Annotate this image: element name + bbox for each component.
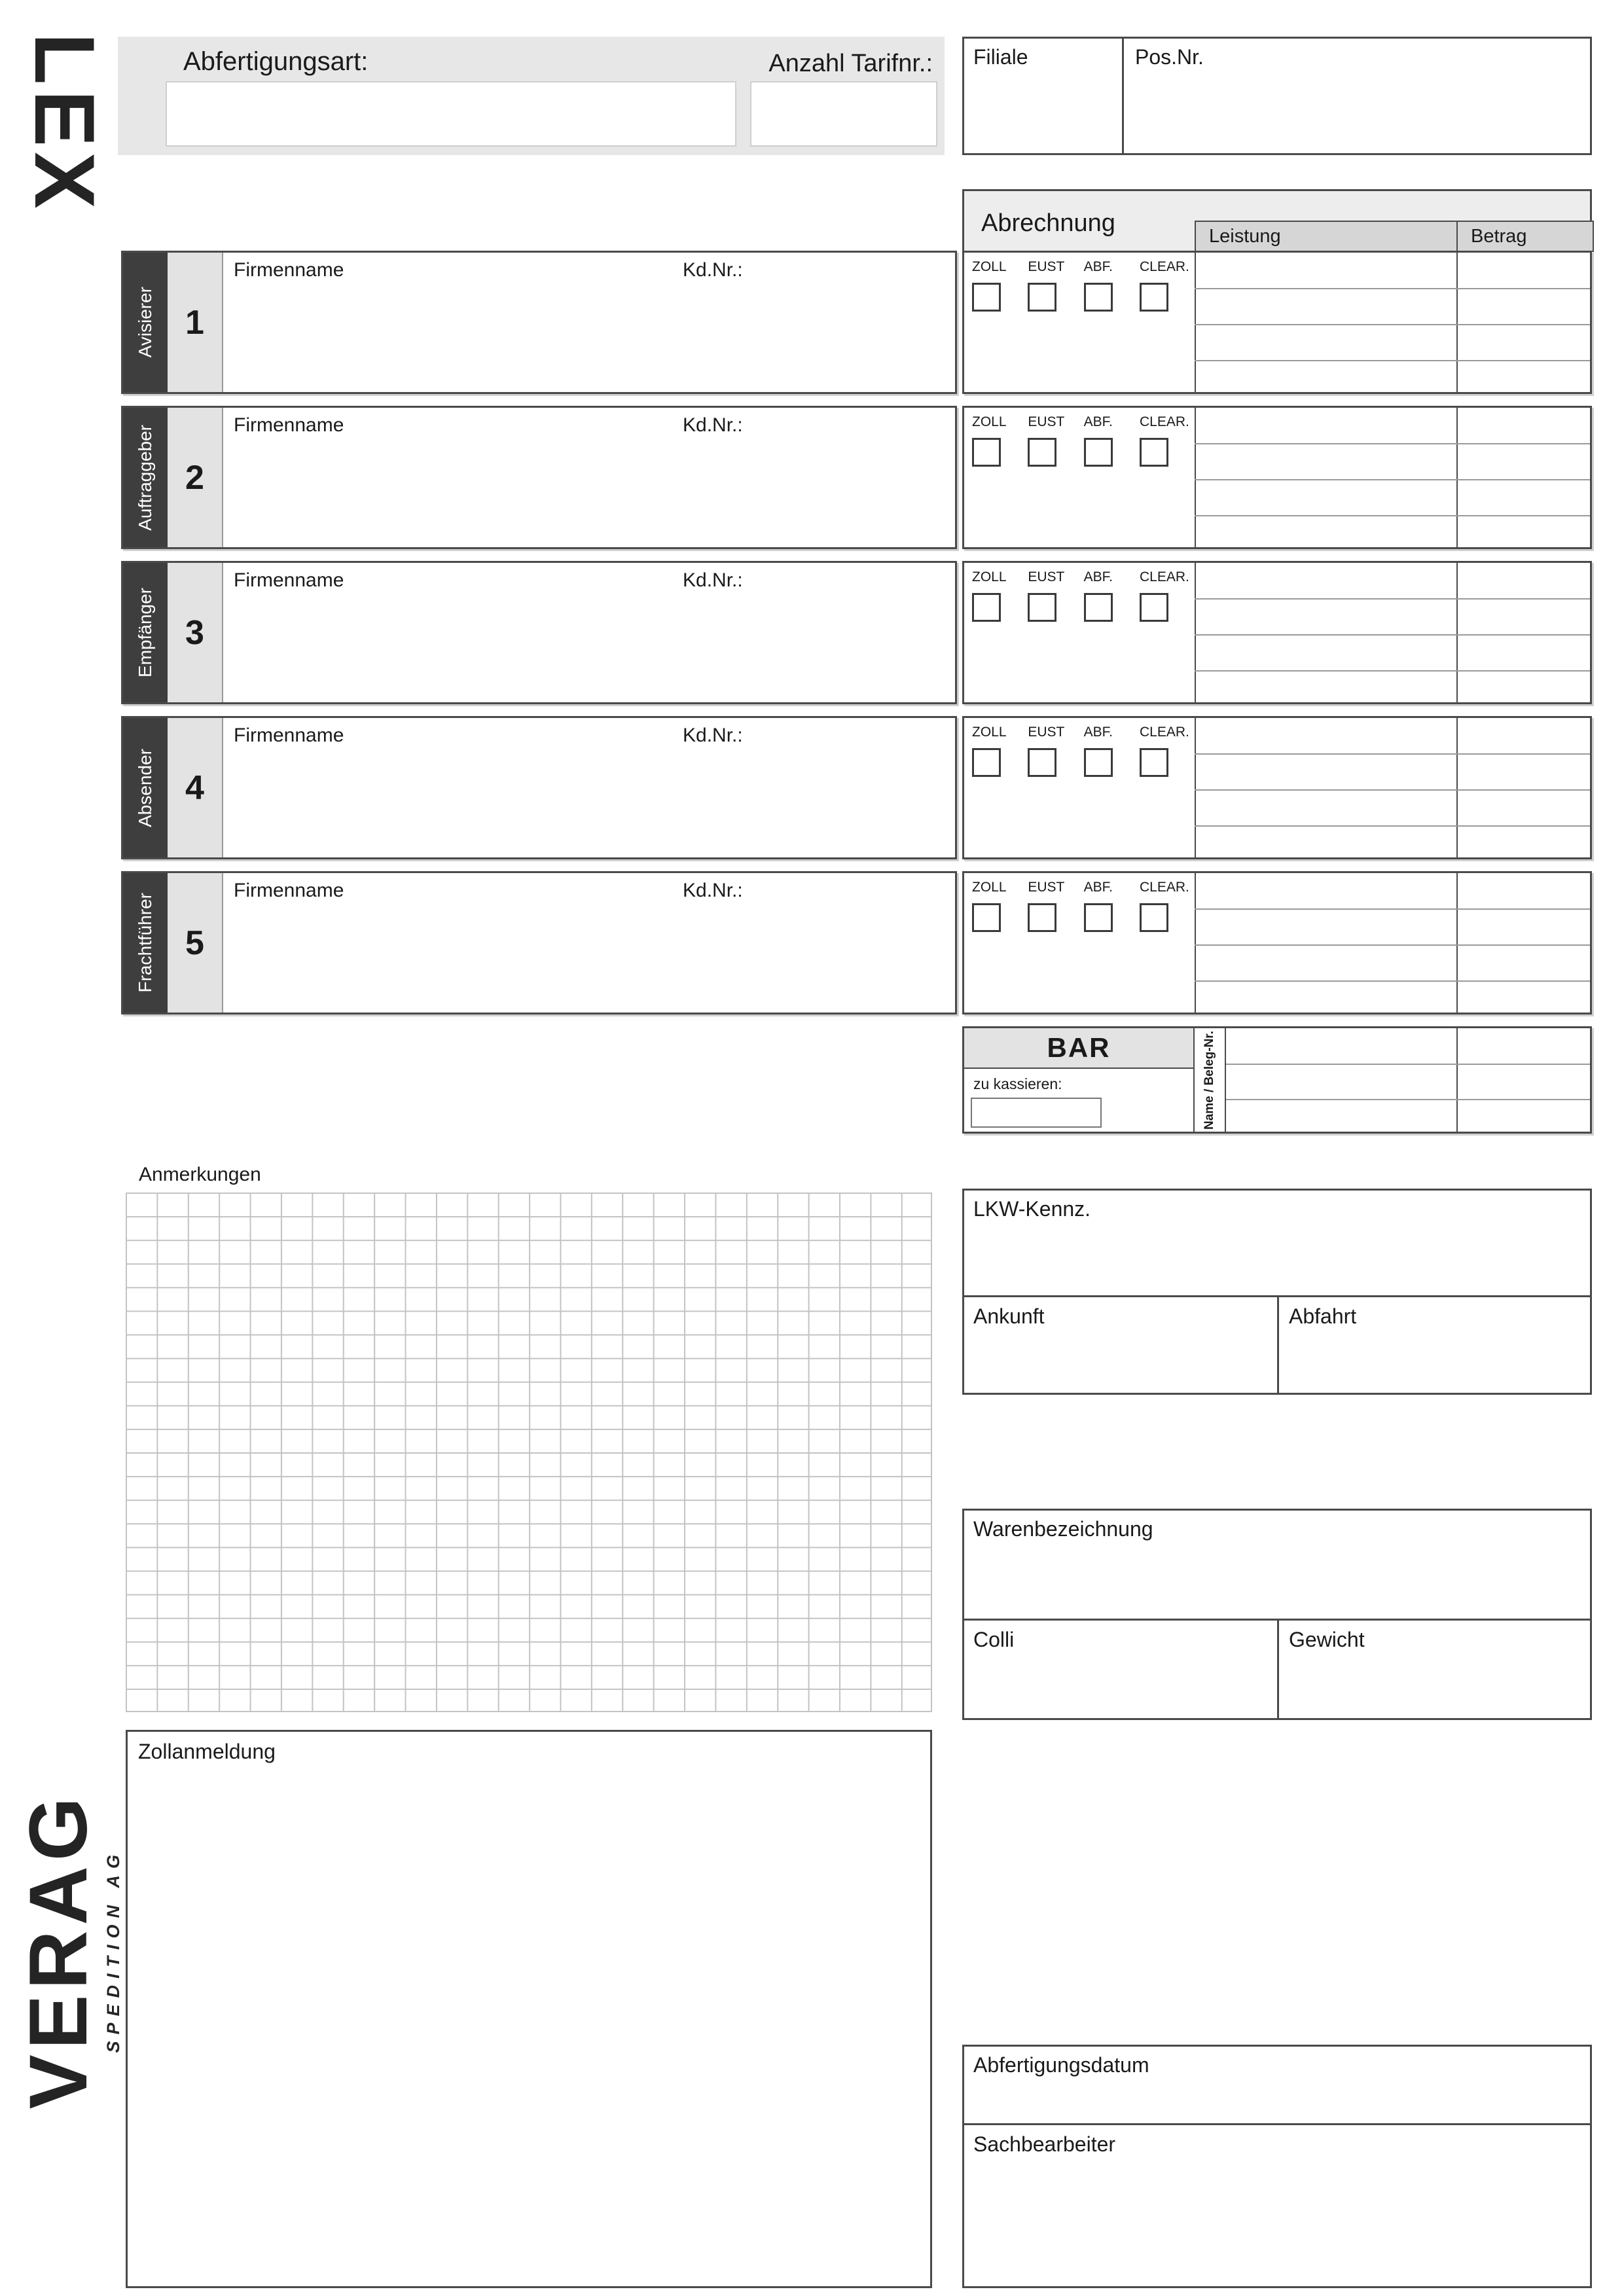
- betrag-column-header: Betrag: [1456, 221, 1594, 252]
- firmenname-label: Firmenname: [234, 880, 344, 901]
- row-divider: [1195, 288, 1590, 289]
- leistung-column-2[interactable]: [1196, 408, 1456, 547]
- header-band: [118, 37, 945, 155]
- row-divider: [1195, 670, 1590, 672]
- party-role-label-2: Auftraggeber: [135, 424, 155, 531]
- abf-checkbox-4[interactable]: [1084, 748, 1113, 777]
- clear-label: CLEAR.: [1139, 569, 1189, 584]
- abfertigungsart-label: Abfertigungsart:: [183, 47, 369, 76]
- firmenname-field-2[interactable]: [225, 408, 955, 547]
- abfahrt-field[interactable]: [1279, 1297, 1590, 1393]
- party-role-bar-5: [123, 873, 168, 1013]
- abf-label: ABF.: [1083, 259, 1113, 274]
- kdnr-label: Kd.Nr.:: [683, 725, 743, 746]
- clear-checkbox-1[interactable]: [1140, 283, 1168, 312]
- divider: [1456, 1028, 1458, 1132]
- lkw-kennz-field[interactable]: [964, 1191, 1590, 1295]
- leistung-column-header: Leistung: [1195, 221, 1458, 252]
- row-divider: [1226, 1064, 1590, 1065]
- zoll-label: ZOLL: [972, 880, 1007, 895]
- verag-logo-text: VERAG: [12, 1791, 104, 2109]
- zoll-label: ZOLL: [972, 569, 1007, 584]
- warenbezeichnung-label: Warenbezeichnung: [973, 1517, 1153, 1541]
- row-divider: [1195, 825, 1590, 827]
- firmenname-field-5[interactable]: [225, 873, 955, 1013]
- bar-panel: [964, 1028, 1195, 1132]
- eust-checkbox-2[interactable]: [1028, 438, 1056, 467]
- party-role-label-3: Empfänger: [135, 588, 155, 677]
- gewicht-field[interactable]: [1279, 1621, 1590, 1718]
- filiale-label: Filiale: [973, 45, 1028, 69]
- kdnr-label: Kd.Nr.:: [683, 259, 743, 281]
- eust-label: EUST: [1028, 725, 1065, 740]
- row-divider: [1195, 944, 1590, 946]
- posnr-label: Pos.Nr.: [1135, 45, 1204, 69]
- leistung-column-1[interactable]: [1196, 253, 1456, 392]
- checkbox-row-1: [972, 259, 1189, 312]
- row-divider: [1195, 908, 1590, 910]
- divider: [1195, 718, 1196, 857]
- posnr-field[interactable]: [1126, 39, 1590, 153]
- betrag-column-3[interactable]: [1458, 563, 1590, 702]
- abf-label: ABF.: [1083, 414, 1113, 429]
- clear-checkbox-3[interactable]: [1140, 593, 1168, 622]
- verag-subtitle: [99, 1734, 127, 2166]
- abf-label: ABF.: [1083, 880, 1113, 895]
- party-role-label-1: Avisierer: [135, 287, 155, 358]
- divider: [1456, 873, 1458, 1013]
- abf-checkbox-3[interactable]: [1084, 593, 1113, 622]
- eust-label: EUST: [1028, 569, 1065, 584]
- eust-label: EUST: [1028, 880, 1065, 895]
- lkw-box: [962, 1189, 1592, 1395]
- checkbox-row-4: [972, 725, 1189, 777]
- betrag-column-4[interactable]: [1458, 718, 1590, 857]
- kdnr-label: Kd.Nr.:: [683, 569, 743, 591]
- zoll-label: ZOLL: [972, 725, 1007, 740]
- bar-leistung-field[interactable]: [1227, 1028, 1456, 1132]
- divider: [1456, 253, 1458, 392]
- abfertigungsdatum-label: Abfertigungsdatum: [973, 2053, 1149, 2077]
- zoll-checkbox-4[interactable]: [972, 748, 1001, 777]
- zollanmeldung-field[interactable]: [128, 1732, 930, 2286]
- row-divider: [1195, 360, 1590, 361]
- betrag-column-5[interactable]: [1458, 873, 1590, 1013]
- checkbox-row-3: [972, 569, 1189, 622]
- zu-kassieren-field[interactable]: [971, 1098, 1102, 1128]
- checkbox-row-5: [972, 880, 1189, 932]
- party-number-1: 1: [168, 253, 223, 392]
- zollanmeldung-box: [126, 1730, 932, 2288]
- ankunft-label: Ankunft: [973, 1304, 1045, 1328]
- divider: [1195, 253, 1196, 392]
- row-divider: [1195, 789, 1590, 791]
- abf-label: ABF.: [1083, 569, 1113, 584]
- anmerkungen-label: Anmerkungen: [139, 1164, 261, 1185]
- row-divider: [1195, 753, 1590, 755]
- abfertigung-box: [962, 2045, 1592, 2288]
- row-divider: [1195, 634, 1590, 636]
- filiale-posnr-box: [962, 37, 1592, 155]
- colli-label: Colli: [973, 1628, 1015, 1651]
- clear-label: CLEAR.: [1139, 880, 1189, 895]
- abf-checkbox-2[interactable]: [1084, 438, 1113, 467]
- divider: [1195, 873, 1196, 1013]
- betrag-column-1[interactable]: [1458, 253, 1590, 392]
- firmenname-field-3[interactable]: [225, 563, 955, 702]
- sachbearbeiter-field[interactable]: [964, 2125, 1590, 2286]
- party-number-2: 2: [168, 408, 223, 547]
- filiale-field[interactable]: [964, 39, 1124, 153]
- lex-logo: LEX: [17, 33, 113, 214]
- party-block-2: [121, 406, 957, 549]
- checkbox-row-2: [972, 414, 1189, 467]
- zoll-label: ZOLL: [972, 414, 1007, 429]
- anzahl-tarifnr-field[interactable]: [750, 81, 937, 147]
- abfertigungsart-field[interactable]: [166, 81, 736, 147]
- row-divider: [1226, 1099, 1590, 1100]
- abf-checkbox-1[interactable]: [1084, 283, 1113, 312]
- lkw-kennz-label: LKW-Kennz.: [973, 1197, 1091, 1221]
- anmerkungen-grid-field[interactable]: [126, 1193, 932, 1712]
- colli-field[interactable]: [964, 1621, 1277, 1718]
- abrechnung-header: [962, 189, 1592, 252]
- zu-kassieren-label: zu kassieren:: [973, 1075, 1062, 1092]
- firmenname-label: Firmenname: [234, 725, 344, 746]
- party-role-label-4: Absender: [135, 748, 155, 827]
- eust-label: EUST: [1028, 259, 1065, 274]
- party-role-bar-3: [123, 563, 168, 702]
- row-divider: [1195, 324, 1590, 325]
- zollanmeldung-label: Zollanmeldung: [138, 1740, 276, 1763]
- party-role-bar-2: [123, 408, 168, 547]
- row-divider: [1195, 515, 1590, 516]
- clear-checkbox-5[interactable]: [1140, 903, 1168, 932]
- party-block-3: [121, 561, 957, 704]
- abfertigungsdatum-field[interactable]: [964, 2047, 1590, 2123]
- party-block-1: [121, 251, 957, 394]
- party-number-5: 5: [168, 873, 223, 1013]
- verag-logo: [14, 1734, 102, 2166]
- divider: [1456, 718, 1458, 857]
- firmenname-label: Firmenname: [234, 414, 344, 436]
- abfahrt-label: Abfahrt: [1289, 1304, 1357, 1328]
- abrechnung-title: Abrechnung: [981, 209, 1115, 237]
- bar-section: [962, 1026, 1592, 1134]
- accounting-section-2: [962, 406, 1592, 549]
- verag-subtitle-text: SPEDITION AG: [103, 1848, 123, 2053]
- zoll-checkbox-5[interactable]: [972, 903, 1001, 932]
- kdnr-label: Kd.Nr.:: [683, 414, 743, 436]
- divider: [1195, 563, 1196, 702]
- accounting-section-5: [962, 871, 1592, 1014]
- eust-checkbox-1[interactable]: [1028, 283, 1056, 312]
- eust-checkbox-5[interactable]: [1028, 903, 1056, 932]
- firmenname-field-4[interactable]: [225, 718, 955, 857]
- accounting-section-3: [962, 561, 1592, 704]
- eust-checkbox-3[interactable]: [1028, 593, 1056, 622]
- firmenname-field-1[interactable]: [225, 253, 955, 392]
- row-divider: [1195, 598, 1590, 600]
- clear-checkbox-2[interactable]: [1140, 438, 1168, 467]
- gewicht-label: Gewicht: [1289, 1628, 1365, 1651]
- clear-label: CLEAR.: [1139, 414, 1189, 429]
- clear-label: CLEAR.: [1139, 259, 1189, 274]
- sachbearbeiter-label: Sachbearbeiter: [973, 2132, 1116, 2156]
- eust-checkbox-4[interactable]: [1028, 748, 1056, 777]
- clear-label: CLEAR.: [1139, 725, 1189, 740]
- accounting-section-4: [962, 716, 1592, 859]
- eust-label: EUST: [1028, 414, 1065, 429]
- anzahl-tarifnr-label: Anzahl Tarifnr.:: [768, 50, 933, 77]
- accounting-section-1: [962, 251, 1592, 394]
- firmenname-label: Firmenname: [234, 569, 344, 591]
- row-divider: [1195, 980, 1590, 982]
- warenbezeichnung-field[interactable]: [964, 1511, 1590, 1619]
- leistung-column-3[interactable]: [1196, 563, 1456, 702]
- party-number-3: 3: [168, 563, 223, 702]
- zoll-label: ZOLL: [972, 259, 1007, 274]
- party-role-bar-1: [123, 253, 168, 392]
- name-beleg-column: [1195, 1028, 1226, 1132]
- betrag-column-2[interactable]: [1458, 408, 1590, 547]
- leistung-column-5[interactable]: [1196, 873, 1456, 1013]
- kdnr-label: Kd.Nr.:: [683, 880, 743, 901]
- row-divider: [1195, 443, 1590, 444]
- abf-label: ABF.: [1083, 725, 1113, 740]
- zoll-checkbox-2[interactable]: [972, 438, 1001, 467]
- row-divider: [1195, 479, 1590, 480]
- party-role-label-5: Frachtführer: [135, 893, 155, 993]
- divider: [1456, 408, 1458, 547]
- clear-checkbox-4[interactable]: [1140, 748, 1168, 777]
- party-role-bar-4: [123, 718, 168, 857]
- leistung-column-4[interactable]: [1196, 718, 1456, 857]
- divider: [1456, 563, 1458, 702]
- name-beleg-label: Name / Beleg-Nr.: [1202, 1030, 1216, 1130]
- warenbezeichnung-box: [962, 1509, 1592, 1720]
- zoll-checkbox-1[interactable]: [972, 283, 1001, 312]
- ankunft-field[interactable]: [964, 1297, 1277, 1393]
- abf-checkbox-5[interactable]: [1084, 903, 1113, 932]
- party-number-4: 4: [168, 718, 223, 857]
- party-block-4: [121, 716, 957, 859]
- bar-betrag-field[interactable]: [1458, 1028, 1590, 1132]
- divider: [1195, 408, 1196, 547]
- firmenname-label: Firmenname: [234, 259, 344, 281]
- bar-title: BAR: [964, 1028, 1193, 1069]
- party-block-5: [121, 871, 957, 1014]
- zoll-checkbox-3[interactable]: [972, 593, 1001, 622]
